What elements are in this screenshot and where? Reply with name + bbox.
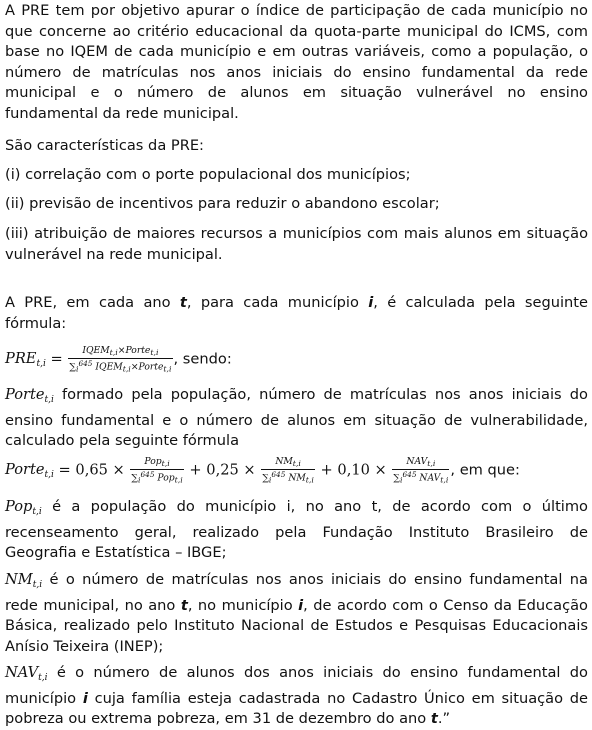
intro-line-2: que concerne ao critério educacional da quota-parte municipal do ICMS, com [5,22,588,40]
intro-line-4: número de matrículas nos anos iniciais do ensino fundamental da rede [5,63,588,81]
intro-line-3: base no IQEM de cada município e em outras variáveis, como a população, o [5,43,588,61]
pre-lhs: $PRE_{t,i}$ [5,350,46,370]
formula-intro-line-2: fórmula: [5,314,67,332]
formula-intro-text-b: , para cada município [186,294,369,311]
nm-line-1: $NM_{t,i}$ é o número de matrículas nos anos iniciais do ensino fundamental na [5,571,588,591]
nav-line-1: $NAV_{t,i}$ é o número de alunos dos anos iniciais do ensino fundamental do [5,664,588,684]
pop-line-1: Pop$_{t,i}$ é a população do município i, no ano t, de acordo com o último [5,498,588,518]
porte-formula-suffix: , em que: [450,461,520,479]
characteristics-heading: São características da PRE: [5,137,204,154]
pop-fraction: $\frac{\text{Popt,i}}{\sum i^{645} Popt,i}$ [131,456,183,485]
nav-description [5,663,588,730]
pop-line-3: Geografia e Estatística – IBGE; [5,544,227,562]
pre-formula-suffix: , sendo: [173,350,232,368]
pre-fraction [68,346,172,373]
intro-line-1: A PRE tem por objetivo apurar o índice de participação de cada município no [5,2,588,19]
nm-variable: $NM_{t,i}$ [5,571,43,591]
variable-t: t [179,294,187,311]
nm-description [5,570,588,658]
nav-line-2: município i cuja família esteja cadastrada no Cadastro Único em situação de [5,689,588,707]
variable-i: i [368,294,374,311]
nm-fraction: $\frac{\text{NMt,i}}{\sum i^{645} NMt,i}$ [262,456,314,485]
equals-sign: = [45,350,68,368]
formula-intro-line-1 [5,293,588,314]
characteristic-item-1: (i) correlação com o porte populacional dos municípios; [5,166,411,183]
nm-line-2: rede municipal, no ano t, no município i, de acordo com o Censo da Educação [5,596,588,614]
porte-line-2: ensino fundamental e o número de alunos em situação de vulnerabilidade, [5,411,588,429]
porte-coef-3: + 0,10 × [315,461,392,479]
pre-numerator: IQEMt,i×Portet,i [68,346,172,359]
formula-intro-text-a: A PRE, em cada ano [5,294,180,311]
characteristic-item-2: (ii) previsão de incentivos para reduzir o abandono escolar; [5,195,440,212]
pop-variable: Pop$_{t,i}$ [5,498,42,518]
porte-coef-1: = 0,65 × [53,461,130,479]
intro-line-5: municipal e o número de alunos em situação vulnerável no ensino [5,84,588,102]
porte-description [5,385,588,452]
pre-formula [5,346,232,375]
pop-description [5,497,588,564]
nm-line-3: Básica, realizado pelo Instituto Nacional de Estudos e Pesquisas Educacionais [5,617,588,635]
characteristic-item-3-line-2: vulnerável na rede municipal. [5,245,223,263]
pre-denominator: $\sum i^{645}$ IQEMt,i×Portet,i [69,358,172,374]
intro-line-6: fundamental da rede municipal. [5,104,239,122]
nav-line-3: pobreza ou extrema pobreza, em 31 de dezembro do ano t.” [5,710,451,728]
porte-line-3: calculado pela seguinte fórmula [5,432,240,450]
nav-fraction: $\frac{\text{NAVt,i}}{\sum i^{645} NAVt,i}$ [393,456,449,485]
characteristic-item-3 [5,224,588,265]
pop-line-2: recenseamento geral, realizado pela Fundação Instituto Brasileiro de [5,523,588,541]
porte-formula [5,457,520,486]
formula-intro-text-c: , é calculada pela seguinte [373,294,588,311]
nm-line-4: Anísio Teixeira (INEP); [5,637,164,655]
nav-variable: $NAV_{t,i}$ [5,664,48,684]
porte-line-1: Porte$_{t,i}$ formado pela população, número de matrículas nos anos iniciais do [5,386,588,406]
porte-variable: Porte$_{t,i}$ [5,386,54,406]
formula-intro [5,293,588,334]
intro-paragraph [5,1,588,125]
characteristic-item-3-line-1: (iii) atribuição de maiores recursos a municípios com mais alunos em situação [5,225,588,242]
porte-coef-2: + 0,25 × [184,461,261,479]
porte-lhs: Porte$_{t,i}$ [5,461,54,481]
